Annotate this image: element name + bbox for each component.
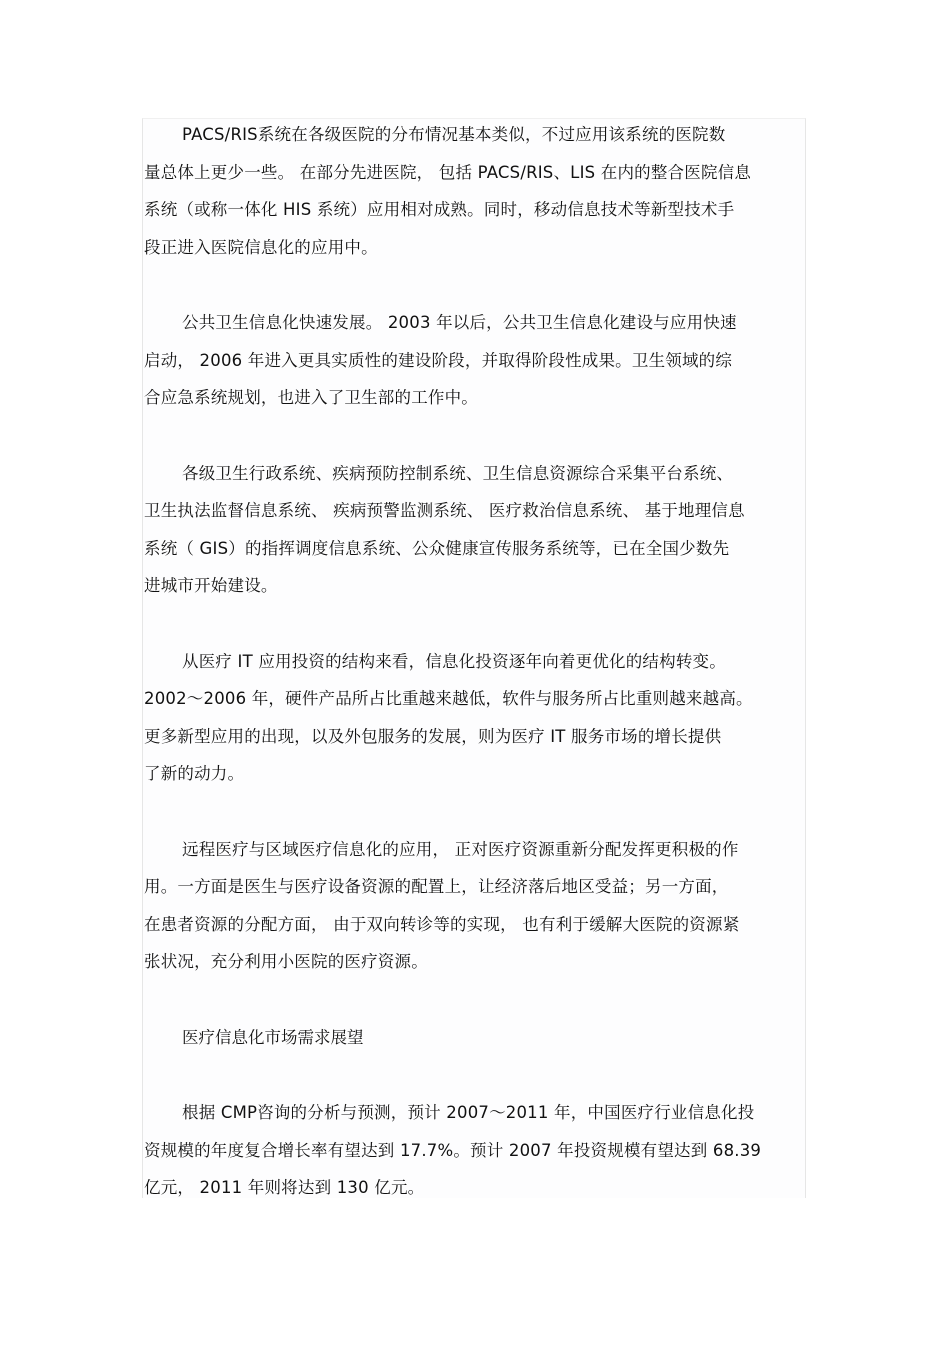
text-line: 资规模的年度复合增长率有望达到 17.7%。预计 2007 年投资规模有望达到 68.39 bbox=[144, 1140, 762, 1160]
text-line: 卫生执法监督信息系统、 疾病预警监测系统、 医疗救治信息系统、 基于地理信息 bbox=[144, 501, 745, 520]
paragraph-investment bbox=[144, 643, 806, 793]
text-line: 更多新型应用的出现，以及外包服务的发展，则为医疗 IT 服务市场的增长提供 bbox=[144, 726, 722, 746]
section-heading: 医疗信息化市场需求展望 bbox=[182, 1027, 364, 1047]
text-line: 启动， 2006 年进入更具实质性的建设阶段，并取得阶段性成果。卫生领域的综 bbox=[144, 350, 733, 370]
text-line: 在患者资源的分配方面， 由于双向转诊等的实现， 也有利于缓解大医院的资源紧 bbox=[144, 914, 740, 934]
text-line: 亿元， 2011 年则将达到 130 亿元。 bbox=[144, 1178, 425, 1197]
text-line: 2002～2006 年，硬件产品所占比重越来越低，软件与服务所占比重则越来越高。 bbox=[144, 689, 753, 708]
paragraph-telemedicine bbox=[144, 831, 806, 981]
paragraph-public-health bbox=[144, 304, 806, 417]
text-line: 系统（或称一体化 HIS 系统）应用相对成熟。同时，移动信息技术等新型技术手 bbox=[144, 200, 735, 219]
text-line: 系统（ GIS）的指挥调度信息系统、公众健康宣传服务系统等，已在全国少数先 bbox=[144, 538, 730, 558]
text-line: 从医疗 IT 应用投资的结构来看，信息化投资逐年向着更优化的结构转变。 bbox=[182, 651, 726, 671]
text-line: 公共卫生信息化快速发展。 2003 年以后，公共卫生信息化建设与应用快速 bbox=[182, 313, 737, 332]
text-line: 根据 CMP咨询的分析与预测，预计 2007～2011 年，中国医疗行业信息化投 bbox=[182, 1103, 755, 1122]
text-line: 各级卫生行政系统、疾病预防控制系统、卫生信息资源综合采集平台系统、 bbox=[182, 463, 734, 483]
text-line: 合应急系统规划，也进入了卫生部的工作中。 bbox=[144, 388, 478, 407]
text-line: 了新的动力。 bbox=[144, 764, 245, 783]
paragraph-forecast bbox=[144, 1094, 806, 1207]
text-line: PACS/RIS系统在各级医院的分布情况基本类似，不过应用该系统的医院数 bbox=[182, 125, 726, 144]
text-line: 用。一方面是医生与医疗设备资源的配置上，让经济落后地区受益；另一方面， bbox=[144, 877, 729, 896]
text-line: 量总体上更少一些。 在部分先进医院， 包括 PACS/RIS、LIS 在内的整合医院信息 bbox=[144, 162, 752, 182]
text-line: 段正进入医院信息化的应用中。 bbox=[144, 237, 378, 257]
document-body bbox=[144, 116, 806, 1245]
text-line: 进城市开始建设。 bbox=[144, 576, 278, 595]
paragraph-pacs bbox=[144, 116, 806, 266]
paragraph-systems bbox=[144, 455, 806, 605]
text-line: 张状况，充分利用小医院的医疗资源。 bbox=[144, 952, 428, 971]
text-line: 远程医疗与区域医疗信息化的应用， 正对医疗资源重新分配发挥更积极的作 bbox=[182, 839, 739, 859]
